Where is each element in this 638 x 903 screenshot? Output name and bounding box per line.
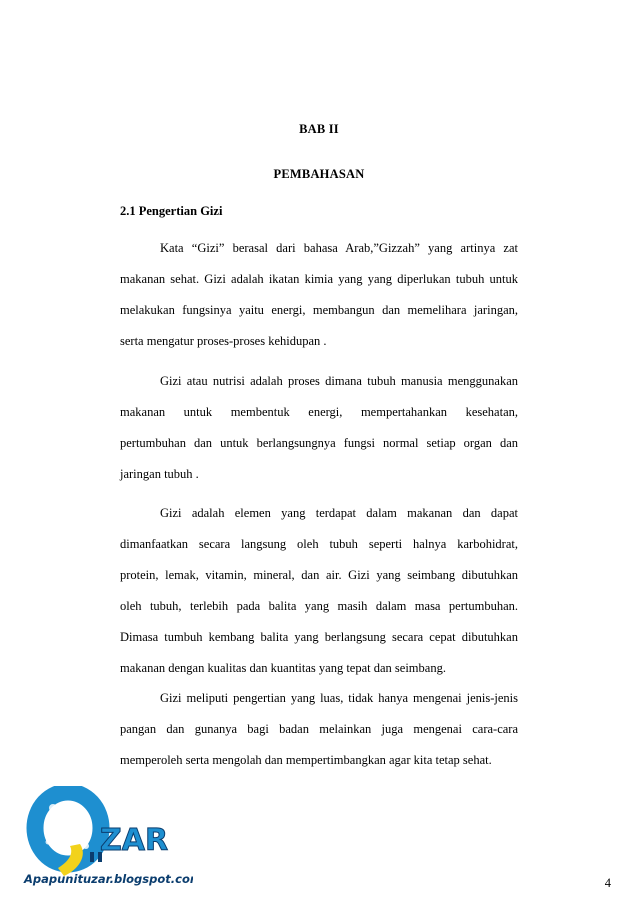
paragraph-line: dimanfaatkan secara langsung oleh tubuh seperti halnya karbohidrat,: [120, 537, 518, 551]
paragraph-line: serta mengatur proses-proses kehidupan .: [120, 334, 327, 348]
chapter-title: PEMBAHASAN: [273, 167, 365, 181]
watermark-logo: [18, 786, 193, 891]
watermark-emblem: [18, 786, 193, 891]
paragraph-line: Dimasa tumbuh kembang balita yang berlangsung secara cepat dibutuhkan: [120, 630, 518, 644]
paragraph-line: makanan untuk membentuk energi, mempertahankan kesehatan,: [120, 405, 518, 419]
paragraph-line: memperoleh serta mengolah dan mempertimbangkan agar kita tetap sehat.: [120, 753, 492, 767]
paragraph-line: makanan sehat. Gizi adalah ikatan kimia yang yang diperlukan tubuh untuk: [120, 272, 518, 286]
paragraph-line: makanan dengan kualitas dan kuantitas yang tepat dan seimbang.: [120, 661, 446, 675]
paragraph-line: pangan dan gunanya bagi badan melainkan juga mengenai cara-cara: [120, 722, 518, 736]
paragraph-line: pertumbuhan dan untuk berlangsungnya fungsi normal setiap organ dan: [120, 436, 518, 450]
section-heading: 2.1 Pengertian Gizi: [120, 204, 223, 218]
chapter-heading: BAB II: [299, 122, 339, 136]
paragraph-line: jaringan tubuh .: [120, 467, 199, 481]
paragraph-line: melakukan fungsinya yaitu energi, membangun dan memelihara jaringan,: [120, 303, 518, 317]
paragraph-line: protein, lemak, vitamin, mineral, dan air. Gizi yang seimbang dibutuhkan: [120, 568, 518, 582]
paragraph-line: Gizi adalah elemen yang terdapat dalam makanan dan dapat: [160, 506, 518, 520]
page-number: 4: [604, 876, 611, 890]
paragraph-line: Kata “Gizi” berasal dari bahasa Arab,”Gizzah” yang artinya zat: [160, 241, 518, 255]
paragraph-line: Gizi atau nutrisi adalah proses dimana tubuh manusia menggunakan: [160, 374, 518, 388]
watermark-url: Apapunituzar.blogspot.com: [24, 872, 193, 886]
paragraph-line: oleh tubuh, terlebih pada balita yang masih dalam masa pertumbuhan.: [120, 599, 518, 613]
logo-text: ZAR: [100, 823, 169, 858]
paragraph-line: Gizi meliputi pengertian yang luas, tidak hanya mengenai jenis-jenis: [160, 691, 518, 705]
